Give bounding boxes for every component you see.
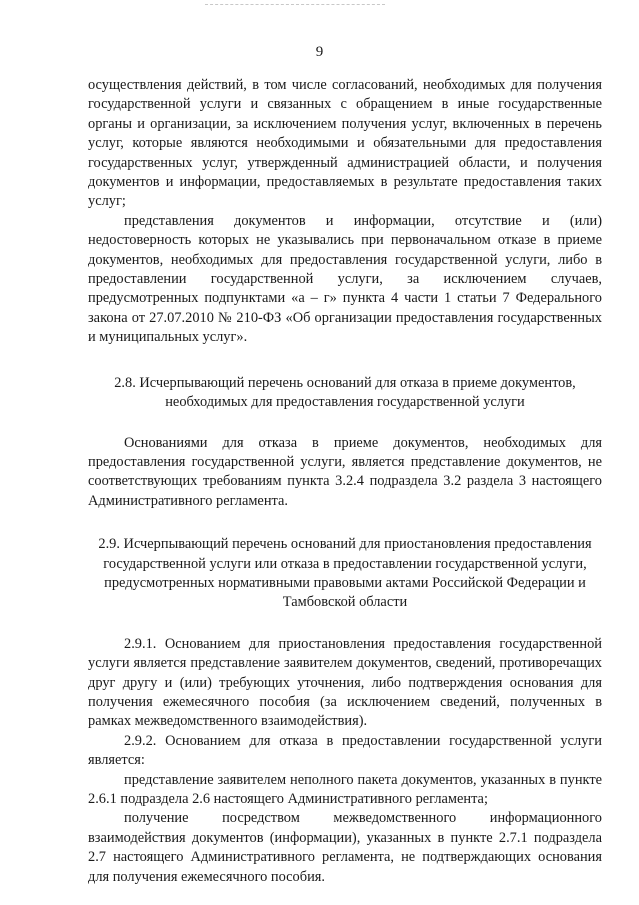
refusal-ground-incomplete-package: представление заявителем неполного пакета документов, указанных в пункте 2.6.1 подраздела 2.6 настоящего Административного регламента; [88, 771, 602, 807]
clause-2-9-1: 2.9.1. Основанием для приостановления предоставления государственной услуги является представление заявителем документов, сведений, противоречащих друг другу и (или) требующих уточнения, либо подтверждения основания для получения ежемесячного пособия (за исключением сведений, полученных в рамках межведомственного взаимодействия). [88, 635, 602, 730]
page-number: 9 [315, 44, 324, 60]
paragraph-documents-info: представления документов и информации, отсутствие и (или) недостоверность которых не указывались при первоначальном отказе в приеме документов, необходимых для предоставления государственной услуги, либо в предоставлении государственной услуги, за исключением случаев, предусмотренных подпунктами «а – г» пункта 4 части 1 статьи 7 Федерального закона от 27.07.2010 № 210-ФЗ «Об организации предоставления государственных и муниципальных услуг». [88, 212, 602, 346]
section-2-8-heading: 2.8. Исчерпывающий перечень оснований для отказа в приеме документов, необходимых для предоставления государственной услуги [114, 374, 576, 411]
scan-artifact-line [205, 4, 385, 5]
page-content [88, 76, 602, 887]
refusal-ground-interagency-info: получение посредством межведомственного информационного взаимодействия документов (информации), указанных в пункте 2.7.1 подраздела 2.7 настоящего Административного регламента, не подтверждающих основания для получения ежемесячного пособия. [88, 810, 602, 885]
paragraph-continuation: осуществления действий, в том числе согласований, необходимых для получения государственной услуги и связанных с обращением в иные государственные органы и организации, за исключением получения услуг, включенных в перечень услуг, которые являются необходимыми и обязательными для предоставления государственных услуг, утвержденный администрацией области, и получения документов и информации, предоставляемых в результате предоставления таких услуг; [88, 77, 602, 210]
clause-2-9-2: 2.9.2. Основанием для отказа в предоставлении государственной услуги является: [88, 732, 602, 769]
section-2-9-heading: 2.9. Исчерпывающий перечень оснований для приостановления предоставления государственной услуги или отказа в предоставлении государственной услуги, предусмотренных нормативными правовыми актами Российской Федерации и Тамбовской области [98, 536, 592, 611]
section-2-8-text: Основаниями для отказа в приеме документов, необходимых для предоставления государственной услуги, является представление документов, не соответствующих требованиям пункта 3.2.4 подраздела 3.2 раздела 3 настоящего Административного регламента. [88, 434, 602, 509]
